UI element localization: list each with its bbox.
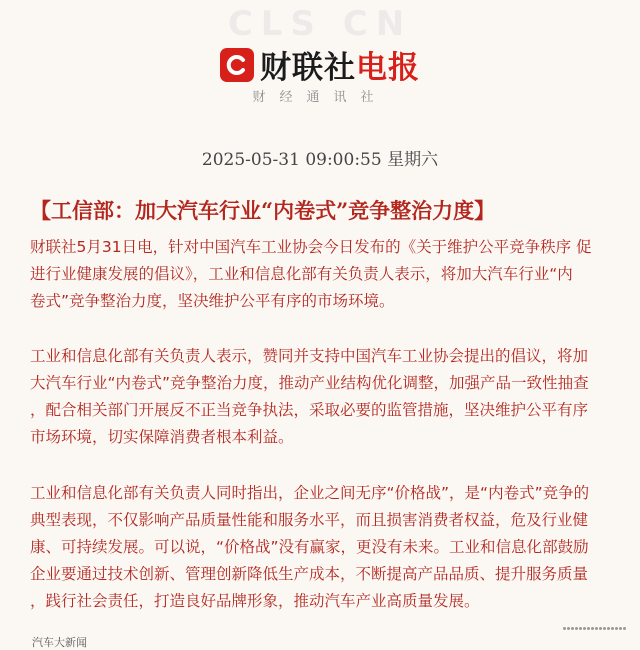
paragraph-line: 进行业健康发展的倡议》，工业和信息化部有关负责人表示，将加大汽车行业“内: [30, 265, 573, 283]
logo-c-icon: [220, 48, 254, 82]
paragraph-line: ，践行社会责任，打造良好品牌形象，推动汽车产业高质量发展。: [30, 592, 480, 610]
article-paragraph: [30, 343, 615, 451]
paragraph-line: 典型表现，不仅影响产品质量性能和服务水平，而且损害消费者权益，危及行业健: [30, 511, 589, 529]
logo-text: [260, 42, 420, 87]
paragraph-line: 市场环境，切实保障消费者根本利益。: [30, 428, 294, 446]
logo-subtitle: 财经通讯社: [252, 90, 388, 105]
paragraph-line: 财联社5月31日电，针对中国汽车工业协会今日发布的《关于维护公平竞争秩序 促: [30, 238, 592, 256]
logo: [0, 42, 640, 87]
paragraph-line: ，配合相关部门开展反不正当竞争执法，采取必要的监管措施，坚决维护公平有序: [30, 401, 589, 419]
logo-text-red: 电报: [356, 50, 420, 86]
paragraph-line: 工业和信息化部有关负责人同时指出，企业之间无序“价格战”，是“内卷式”竞争的: [30, 484, 590, 502]
publish-datetime: 2025-05-31 09:00:55 星期六: [201, 150, 439, 170]
paragraph-line: 工业和信息化部有关负责人表示，赞同并支持中国汽车工业协会提出的倡议，将加: [30, 347, 589, 365]
watermark: CLS CN: [227, 4, 413, 44]
article-paragraph: [30, 480, 615, 615]
more-dots-icon[interactable]: [563, 627, 626, 630]
article-headline: 【工信部：加大汽车行业“内卷式”竞争整治力度】: [30, 198, 496, 223]
logo-text-black: 财联社: [260, 50, 356, 86]
article-paragraph: [30, 234, 615, 315]
source-label: 汽车大新闻: [32, 636, 87, 649]
paragraph-line: 大汽车行业“内卷式”竞争整治力度，推动产业结构优化调整，加强产品一致性抽查: [30, 374, 589, 392]
paragraph-line: 企业要通过技术创新、管理创新降低生产成本，不断提高产品品质、提升服务质量: [30, 565, 589, 583]
paragraph-line: 卷式”竞争整治力度，坚决维护公平有序的市场环境。: [30, 292, 395, 310]
paragraph-line: 康、可持续发展。可以说，“价格战”没有赢家，更没有未来。工业和信息化部鼓励: [30, 538, 589, 556]
